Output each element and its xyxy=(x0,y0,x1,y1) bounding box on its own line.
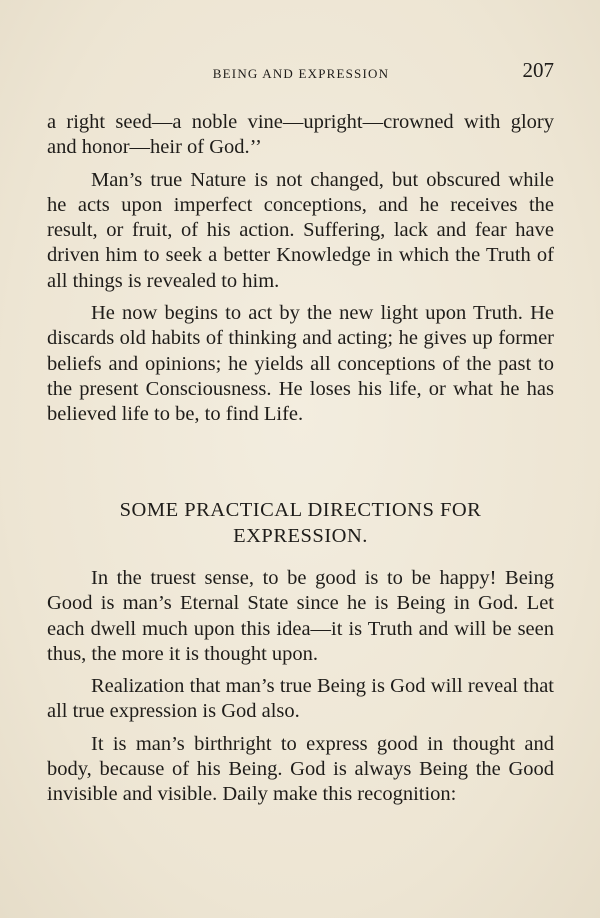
paragraph-continuation: a right seed—a noble vine—upright—crowned with glory and honor—heir of God.’’ xyxy=(47,111,554,159)
body-text-bottom xyxy=(47,566,554,815)
section-heading xyxy=(47,497,554,549)
paragraph-true-nature: Man’s true Nature is not changed, but obscured while he acts upon imperfect conceptions, and he receives the result, or fruit, of his action. Suffering, lack and fear have driven him to seek a better Knowledge in which the Truth of all things is revealed to him. xyxy=(47,168,554,292)
paragraph-new-light: He now begins to act by the new light upon Truth. He discards old habits of thinking and acting; he gives up former beliefs and opinions; he yields all conceptions of the past to the present Consciousness. He loses his life, or what he has believed life to be, to find Life. xyxy=(47,302,554,426)
section-heading-line-2: EXPRESSION. xyxy=(233,525,368,547)
section-heading-line-1: SOME PRACTICAL DIRECTIONS FOR xyxy=(119,499,482,521)
paragraph-birthright: It is man’s birthright to express good in thought and body, because of his Being. God is always Being the Good invisible and visible. Daily make this recognition: xyxy=(47,732,554,806)
running-title: BEING AND EXPRESSION xyxy=(212,66,390,81)
page-number: 207 xyxy=(522,58,554,82)
body-text-top xyxy=(47,110,554,435)
paragraph-being-good: In the truest sense, to be good is to be happy! Being Good is man’s Eternal State since he is Being in God. Let each dwell much upon this idea—it is Truth and will be seen thus, the more it is thought upon. xyxy=(47,567,554,665)
running-head xyxy=(48,58,554,88)
paragraph-realization: Realization that man’s true Being is God will reveal that all true expression is God also. xyxy=(47,675,554,723)
